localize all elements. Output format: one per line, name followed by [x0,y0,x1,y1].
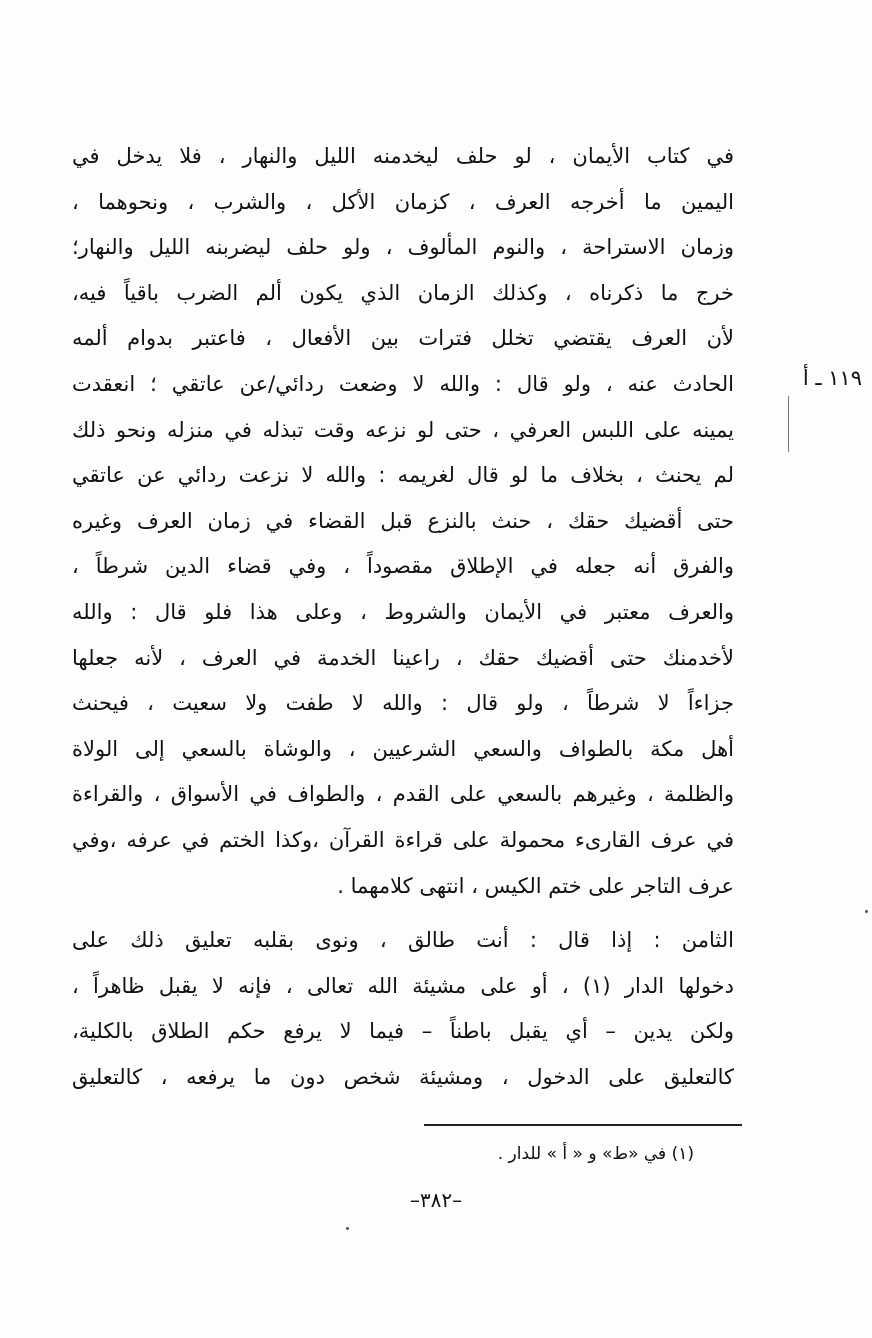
text-line: عرف التاجر على ختم الكيس ، انتهى كلامهما . [337,873,734,898]
text-line: في عرف القارىء محمولة على قراءة القرآن ،وكذا الختم في عرفه ،وفي [72,827,734,852]
footnote-separator [424,1124,742,1126]
text-line: خرج ما ذكرناه ، وكذلك الزمان الذي يكون ألم الضرب باقياً فيه، [72,280,734,305]
text-line: الثامن : إذا قال : أنت طالق ، ونوى بقلبه تعليق ذلك على [72,928,734,952]
body-paragraph-2 [72,918,734,1100]
text-line: حتى أقضيك حقك ، حنث بالنزع قبل القضاء في زمان العرف وغيره [72,508,734,533]
margin-rule [788,396,789,452]
text-line: دخولها الدار (١) ، أو على مشيئة الله تعالى ، فإنه لا يقبل ظاهراً ، [72,973,734,998]
text-line: لأن العرف يقتضي تخلل فترات بين الأفعال ، فاعتبر بدوام ألمه [72,326,734,351]
text-line: كالتعليق على الدخول ، ومشيئة شخص دون ما يرفعه ، كالتعليق [72,1064,734,1089]
footnote: (١) في «ط» و « أ » للدار . [497,1144,694,1164]
text-line: وزمان الاستراحة ، والنوم المألوف ، ولو حلف ليضربنه الليل والنهار؛ [72,235,734,260]
text-line: جزاءاً لا شرطاً ، ولو قال : والله لا طفت ولا سعيت ، فيحنث [72,691,734,716]
scan-speck [865,910,868,913]
page-number: –٣٨٢– [409,1188,463,1212]
text-line: لم يحنث ، بخلاف ما لو قال لغريمه : والله لا نزعت ردائي عن عاتقي [72,463,734,488]
text-line: والفرق أنه جعله في الإطلاق مقصوداً ، وفي قضاء الدين شرطاً ، [72,554,734,579]
margin-folio-note: ١١٩ ـ أ [802,366,862,390]
text-line: لأخدمنك حتى أقضيك حقك ، راعينا الخدمة في العرف ، لأنه جعلها [72,645,734,670]
text-line: الحادث عنه ، ولو قال : والله لا وضعت ردائي/عن عاتقي ؛ انعقدت [72,371,734,396]
text-line: اليمين ما أخرجه العرف ، كزمان الأكل ، والشرب ، ونحوهما ، [72,189,734,214]
text-line: والعرف معتبر في الأيمان والشروط ، وعلى هذا فلو قال : والله [72,599,734,624]
text-line: يمينه على اللبس العرفي ، حتى لو نزعه وقت تبذله في منزله ونحو ذلك [72,417,734,442]
text-line: أهل مكة بالطواف والسعي الشرعيين ، والوشاة بالسعي إلى الولاة [72,736,734,761]
text-line: في كتاب الأيمان ، لو حلف ليخدمنه الليل والنهار ، فلا يدخل في [72,144,734,168]
text-line: ولكن يدين – أي يقبل باطناً – فيما لا يرفع حكم الطلاق بالكلية، [72,1019,734,1044]
body-paragraph-1 [72,134,734,909]
text-line: والظلمة ، وغيرهم بالسعي على القدم ، والطواف في الأسواق ، والقراءة [72,782,734,807]
scan-speck [346,1227,349,1230]
